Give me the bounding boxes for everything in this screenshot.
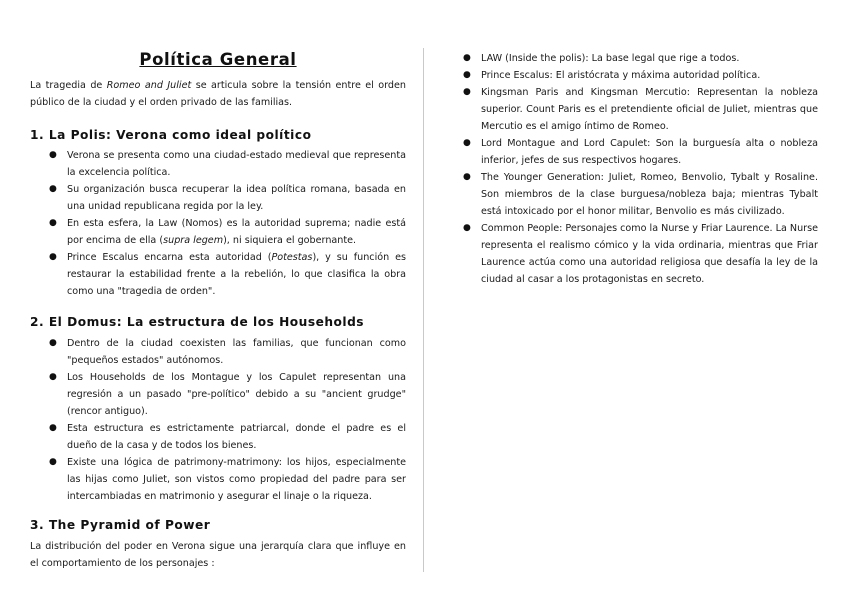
- section-heading-pyramid: 3. The Pyramid of Power: [30, 518, 211, 532]
- list-item: ● Verona se presenta como una ciudad-estado medieval que representa la excelencia política.: [67, 147, 406, 181]
- bullet-icon: ●: [463, 53, 471, 63]
- bullet-icon: ●: [463, 172, 471, 182]
- list-item: ● Prince Escalus: El aristócrata y máxima autoridad política.: [481, 67, 818, 84]
- bullet-icon: ●: [49, 372, 57, 382]
- list-item: ● En esta esfera, la Law (Nomos) es la autoridad suprema; nadie está por encima de ella (supra legem), ni siquiera el gobernante.: [67, 215, 406, 249]
- polis-bullet-list: [49, 147, 406, 300]
- bullet-icon: ●: [49, 150, 57, 160]
- bullet-icon: ●: [49, 252, 57, 262]
- intro-work-title: Romeo and Juliet: [106, 80, 192, 91]
- power-hierarchy-list: [463, 50, 819, 288]
- intro-text-after: se articula sobre la tensión entre el orden público de la ciudad y el orden privado de las familias.: [30, 80, 407, 108]
- bullet-icon: ●: [49, 338, 57, 348]
- list-item: ● Lord Montague and Lord Capulet: Son la burguesía alta o nobleza inferior, jefes de sus respectivos hogares.: [481, 135, 818, 169]
- intro-paragraph: [30, 77, 406, 111]
- intro-text-before: La tragedia de: [30, 80, 107, 91]
- latin-term: supra legem: [163, 235, 224, 246]
- list-item: ● Common People: Personajes como la Nurse y Friar Laurence. La Nurse representa el realismo cómico y la vida ordinaria, mientras que Friar Laurence actúa como una autoridad religiosa que desafía la ley de la ciudad al casar a los protagonistas en secreto.: [481, 220, 818, 288]
- bullet-icon: ●: [463, 87, 471, 97]
- bullet-icon: ●: [49, 457, 57, 467]
- bullet-icon: ●: [49, 423, 57, 433]
- list-item: ● Kingsman Paris and Kingsman Mercutio: Representan la nobleza superior. Count Paris es el pretendiente oficial de Juliet, mientras que Mercutio es el amigo íntimo de Romeo.: [481, 84, 818, 135]
- bullet-icon: ●: [463, 70, 471, 80]
- column-divider: [423, 48, 424, 572]
- list-item: ● Su organización busca recuperar la idea política romana, basada en una unidad republicana regida por la ley.: [67, 181, 406, 215]
- bullet-icon: ●: [463, 138, 471, 148]
- bullet-icon: ●: [463, 223, 471, 233]
- latin-term: Potestas: [271, 252, 313, 263]
- right-column: [463, 0, 818, 600]
- pyramid-intro-paragraph: La distribución del poder en Verona sigue una jerarquía clara que influye en el comportamiento de los personajes :: [30, 541, 406, 569]
- section-heading-polis: 1. La Polis: Verona como ideal político: [30, 128, 312, 142]
- section-heading-domus: 2. El Domus: La estructura de los Households: [30, 315, 365, 329]
- left-column: [30, 0, 406, 600]
- list-item: ● Esta estructura es estrictamente patriarcal, donde el padre es el dueño de la casa y de todos los bienes.: [67, 420, 406, 454]
- bullet-icon: ●: [49, 218, 57, 228]
- list-item: ● Existe una lógica de patrimony-matrimony: los hijos, especialmente las hijas como Juliet, son vistos como propiedad del padre para ser intercambiadas en matrimonio y asegurar el linaje o la riqueza.: [67, 454, 406, 505]
- list-item: ● Los Households de los Montague y los Capulet representan una regresión a un pasado "pre-político" debido a su "ancient grudge" (rencor antiguo).: [67, 369, 406, 420]
- list-item: ● The Younger Generation: Juliet, Romeo, Benvolio, Tybalt y Rosaline. Son miembros de la clase burguesa/nobleza baja; mientras Tybalt está intoxicado por el honor militar, Benvolio es más civilizado.: [481, 169, 818, 220]
- bullet-icon: ●: [49, 184, 57, 194]
- list-item: ● Dentro de la ciudad coexisten las familias, que funcionan como "pequeños estados" autónomos.: [67, 335, 406, 369]
- list-item: ● Prince Escalus encarna esta autoridad (Potestas), y su función es restaurar la estabilidad frente a la rebelión, lo que clasifica la obra como una "tragedia de orden".: [67, 249, 406, 300]
- list-item: ● LAW (Inside the polis): La base legal que rige a todos.: [481, 50, 818, 67]
- domus-bullet-list: [49, 335, 406, 505]
- page-title: Política General: [139, 50, 297, 69]
